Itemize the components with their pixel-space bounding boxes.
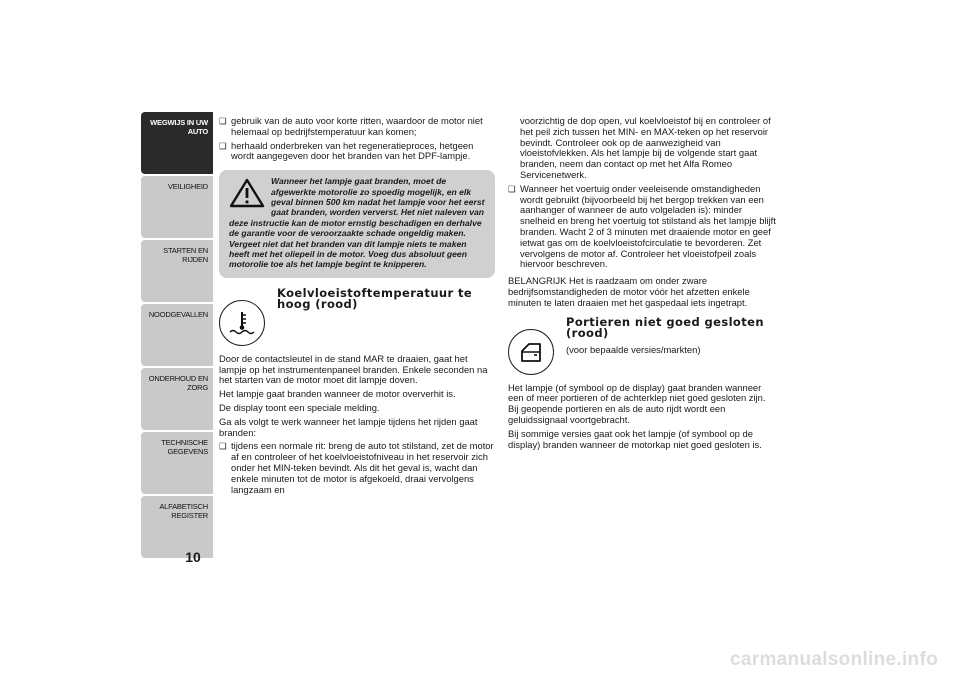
tab-wegwijs-in-uw-auto[interactable]: WEGWIJS IN UW AUTO	[141, 112, 213, 174]
important-note: BELANGRIJK Het is raadzaam om onder zware bedrijfsomstandigheden de motor vóór het afzetten enkele minuten te laten draaien met het gaspedaal iets ingetrapt.	[508, 275, 750, 308]
page-number: 10	[185, 549, 201, 565]
left-column	[219, 116, 495, 498]
coolant-section-header	[219, 285, 495, 348]
coolant-temperature-icon	[219, 300, 265, 346]
paragraph: Door de contactsleutel in de stand MAR te draaien, gaat het lampje op het instrumentenpaneel branden. Enkele seconden na het starten van de motor moet dit lampje doven.	[219, 352, 488, 386]
tab-onderhoud-en-zorg[interactable]: ONDERHOUD EN ZORG	[141, 368, 213, 430]
continuation-text: voorzichtig de dop open, vul koelvloeistof bij en controleer of het peil zich tussen het MIN- en MAX-teken op het reservoir bevindt. Controleer ook op de aanwezigheid van vloeistofvlekken. Als het lampje bij de volgende start gaat branden, neem dan contact op met het Alfa Romeo Servicenetwerk.	[520, 115, 771, 180]
tab-starten-en-rijden[interactable]: STARTEN EN RIJDEN	[141, 240, 213, 302]
list-item: ❑ gebruik van de auto voor korte ritten, waardoor de motor niet helemaal op bedrijfstemperatuur kan komen;	[219, 116, 495, 138]
door-section-header	[508, 314, 776, 377]
section-title: Portieren niet goed gesloten (rood)	[566, 314, 764, 341]
list-item: ❑ herhaald onderbreken van het regeneratieproces, hetgeen wordt aangegeven door het branden van het DPF-lampje.	[219, 141, 495, 163]
right-column	[508, 116, 776, 453]
paragraph: Bij sommige versies gaat ook het lampje (of symbool op de display) branden wanneer de motorkap niet goed gesloten is.	[508, 427, 762, 450]
tab-veiligheid[interactable]: VEILIGHEID	[141, 176, 213, 238]
tab-noodgevallen[interactable]: NOODGEVALLEN	[141, 304, 213, 366]
paragraph: De display toont een speciale melding.	[219, 402, 380, 414]
warning-triangle-icon	[229, 178, 265, 208]
list-item: ❑ Wanneer het voertuig onder veeleisende omstandigheden wordt gebruikt (bijvoorbeeld bij het bergop trekken van een aanhanger of wanneer de auto volgeladen is): minder snelheid en breng het voertuig tot stilstand als het lampje blijft branden. Wacht 2 of 3 minuten met draaiende motor en geef ietwat gas om de koelvloeistofcirculatie te bevorderen. Zet vervolgens de motor af. Controleer het vloeistofpeil zoals hiervoor beschreven.	[508, 184, 776, 270]
paragraph: Het lampje gaat branden wanneer de motor oververhit is.	[219, 388, 456, 400]
paragraph: Het lampje (of symbool op de display) gaat branden wanneer een of meer portieren of de achterklep niet goed gesloten zijn. Bij geopende portieren en als de auto rijdt wordt een geluidssignaal voortgebracht.	[508, 381, 766, 425]
tab-alfabetisch-register[interactable]: ALFABETISCH REGISTER	[141, 496, 213, 558]
watermark: carmanualsonline.info	[730, 649, 938, 670]
warning-text: Wanneer het lampje gaat branden, moet de afgewerkte motorolie zo spoedig mogelijk, en elk geval binnen 500 km nadat het lampje voor het eerst gaat branden, worden ververst. Het niet naleven van deze instructie kan de motor ernstig beschadigen en derhalve de garantie voor de veroorzaakte schade ongeldig maken. Vergeet niet dat het branden van dit lampje niets te maken heeft met het oliepeil in de motor. Voeg dus absoluut geen motorolie toe als het lampje begint te knipperen.	[229, 176, 485, 270]
list-item: ❑ tijdens een normale rit: breng de auto tot stilstand, zet de motor af en controleer of het koelvloeistofniveau in het reservoir zich onder het MIN-teken bevindt. Als dit het geval is, wacht dan enkele minuten tot de motor is afgekoeld, draai vervolgens langzaam en	[219, 441, 495, 495]
warning-box	[219, 170, 495, 278]
section-title: Koelvloeistoftemperatuur te hoog (rood)	[277, 285, 473, 312]
open-door-icon	[508, 329, 554, 375]
paragraph: Ga als volgt te werk wanneer het lampje tijdens het rijden gaat branden:	[219, 415, 478, 438]
section-subtitle: (voor bepaalde versies/markten)	[566, 343, 701, 355]
tab-technische-gegevens[interactable]: TECHNISCHE GEGEVENS	[141, 432, 213, 494]
